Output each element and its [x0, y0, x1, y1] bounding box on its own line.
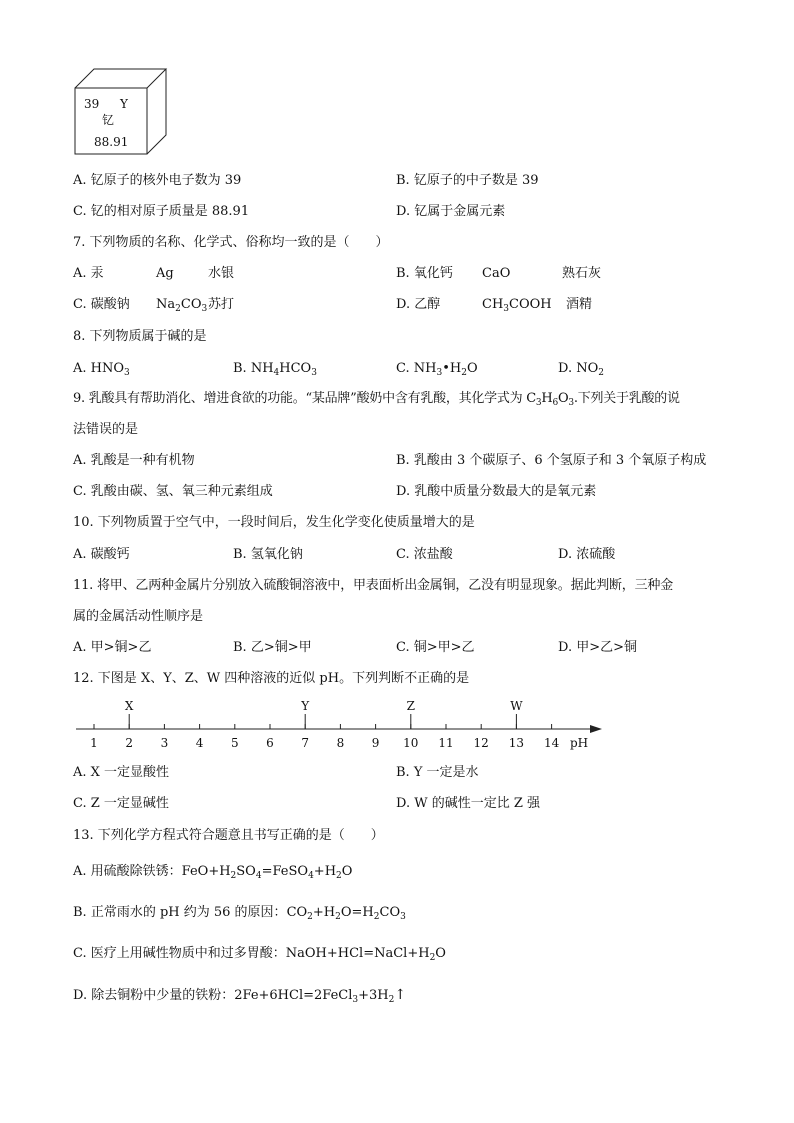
- q7-c-formula: [156, 297, 207, 313]
- formula-text: COOH: [509, 297, 552, 312]
- ph-tick-label: 14: [543, 736, 560, 750]
- ph-tick-label: 1: [90, 736, 98, 750]
- eq-sub: 3: [400, 912, 406, 922]
- eq-part: SO: [236, 864, 256, 879]
- eq-sub: 2: [429, 953, 436, 963]
- ph-tick-label: 3: [160, 736, 169, 750]
- ph-tick-label: 8: [336, 736, 345, 750]
- eq-part: +H: [313, 864, 337, 879]
- eq-part: 2Fe+6HCl=2FeCl: [234, 988, 353, 1003]
- q9-option-a: A. 乳酸是一种有机物: [73, 453, 195, 468]
- ph-tick-label: 10: [403, 736, 419, 750]
- ph-tick-label: 4: [195, 736, 204, 750]
- q7-d-common: 酒精: [566, 297, 593, 312]
- gas-arrow-icon: ↑: [394, 987, 407, 1003]
- q8-option-c: [396, 361, 478, 377]
- equation: [182, 864, 353, 879]
- q9-stem-line2: 法错误的是: [73, 422, 139, 437]
- eq-sub: 2: [373, 912, 380, 922]
- formula-sub: 3: [124, 368, 130, 378]
- q7-d-formula: [482, 297, 552, 313]
- option-text: A. 用硫酸除铁锈：: [73, 864, 182, 879]
- q8-option-d: [558, 361, 604, 377]
- q7-c-name: C. 碳酸钠: [73, 297, 130, 312]
- q11-option-a: A. 甲>铜>乙: [73, 640, 152, 655]
- q9-stem-text: .下列关于乳酸的说: [573, 391, 680, 406]
- q12-option-a: A. X 一定显酸性: [73, 765, 170, 780]
- ph-axis-arrow-icon: [590, 725, 602, 733]
- formula-text: C. NH: [396, 361, 437, 376]
- formula-sub: 3: [311, 368, 317, 378]
- eq-part: O: [341, 864, 353, 879]
- formula-text: B. NH: [233, 361, 274, 376]
- q7-stem: 7. 下列物质的名称、化学式、俗称均一致的是（ ）: [73, 235, 389, 250]
- formula-text: O: [466, 361, 478, 376]
- eq-sub: 3: [352, 995, 359, 1005]
- q7-a-name: A. 汞: [73, 266, 104, 281]
- eq-part: =FeSO: [261, 864, 309, 879]
- q7-b-common: 熟石灰: [562, 266, 602, 281]
- q10-option-c: C. 浓盐酸: [396, 547, 453, 562]
- formula-sub: 2: [461, 368, 467, 378]
- eq-sub: 2: [388, 995, 395, 1005]
- formula-text: A. HNO: [73, 361, 125, 376]
- element-atomic-number: 39: [84, 97, 100, 111]
- q13-stem: 13. 下列化学方程式符合题意且书写正确的是（ ）: [73, 828, 384, 843]
- formula-sub: 3: [568, 398, 574, 408]
- q8-stem: 8. 下列物质属于碱的是: [73, 329, 207, 344]
- q11-option-b: B. 乙>铜>甲: [233, 640, 312, 655]
- q11-option-d: D. 甲>乙>铜: [558, 640, 638, 655]
- formula-sub: 2: [175, 304, 181, 314]
- formula-text: HCO: [279, 361, 312, 376]
- ph-marker-label: X: [124, 699, 134, 713]
- q12-option-d: D. W 的碱性一定比 Z 强: [396, 796, 541, 811]
- ph-tick-label: 12: [473, 736, 489, 750]
- eq-sub: 2: [307, 912, 313, 922]
- eq-part: CO: [286, 905, 308, 920]
- q6-option-d: D. 钇属于金属元素: [396, 204, 506, 219]
- q11-option-c: C. 铜>甲>乙: [396, 640, 475, 655]
- q10-option-b: B. 氢氧化钠: [233, 547, 303, 562]
- q12-option-c: C. Z 一定显碱性: [73, 796, 169, 811]
- eq-sub: 4: [255, 871, 262, 881]
- q6-option-b: B. 钇原子的中子数是 39: [396, 173, 539, 188]
- ph-tick-label: 11: [438, 736, 454, 750]
- eq-sub: 4: [308, 871, 314, 881]
- q9-stem-text: 9. 乳酸具有帮助消化、增进食欲的功能。“某品牌”酸奶中含有乳酸，其化学式为 C: [73, 391, 536, 406]
- eq-part: FeO+H: [181, 864, 231, 879]
- eq-part: +3H: [358, 988, 389, 1003]
- element-symbol: Y: [120, 97, 128, 111]
- q13-option-a: [73, 864, 352, 880]
- q12-stem: 12. 下图是 X、Y、Z、W 四种溶液的近似 pH。下列判断不正确的是: [73, 671, 470, 686]
- formula-sub: 3: [535, 398, 542, 408]
- formula-text: CO: [180, 297, 202, 312]
- q13-option-c: [73, 946, 446, 962]
- option-text: D. 除去铜粉中少量的铁粉：: [73, 988, 235, 1003]
- ph-tick-label: 5: [230, 736, 239, 750]
- q9-stem-line1: [73, 391, 680, 407]
- q7-d-name: D. 乙醇: [396, 297, 441, 312]
- q7-a-common: 水银: [208, 266, 235, 281]
- q12-option-b: B. Y 一定是水: [396, 765, 479, 780]
- q11-stem-line1: 11. 将甲、乙两种金属片分别放入硫酸铜溶液中，甲表面析出金属铜，乙没有明显现象。据此判断，三种金: [73, 578, 674, 593]
- q9-option-d: D. 乳酸中质量分数最大的是氧元素: [396, 484, 597, 499]
- eq-part: CO: [379, 905, 401, 920]
- eq-sub: 2: [230, 871, 237, 881]
- formula-text: O: [557, 391, 569, 406]
- eq-part: O=H: [340, 905, 374, 920]
- eq-sub: 2: [336, 871, 342, 881]
- eq-sub: 2: [335, 912, 341, 922]
- formula-sub: 3: [436, 368, 443, 378]
- element-name: 钇: [102, 113, 115, 127]
- formula-sub: 3: [201, 304, 208, 314]
- eq-part: NaOH+HCl=NaCl+H: [285, 946, 430, 961]
- q10-stem: 10. 下列物质置于空气中，一段时间后，发生化学变化使质量增大的是: [73, 515, 475, 530]
- ph-axis-unit: pH: [570, 736, 589, 750]
- eq-part: O: [435, 946, 446, 961]
- equation: [287, 905, 406, 920]
- ph-tick-label: 9: [371, 736, 380, 750]
- eq-part: +H: [312, 905, 336, 920]
- q10-option-d: D. 浓硫酸: [558, 547, 616, 562]
- formula-sub: 3: [503, 304, 510, 314]
- ph-tick-label: 7: [301, 736, 310, 750]
- q10-option-a: A. 碳酸钙: [73, 547, 130, 562]
- formula-text: CH: [482, 297, 504, 312]
- ph-tick-label: 6: [266, 736, 274, 750]
- ph-marker-label: W: [510, 699, 523, 713]
- formula-text: Na: [156, 297, 176, 312]
- q13-option-d: [73, 987, 406, 1004]
- q8-option-a: [73, 361, 130, 377]
- formula-text: D. NO: [558, 361, 599, 376]
- q7-c-common: 苏打: [208, 297, 235, 312]
- ph-tick-label: 2: [125, 736, 134, 750]
- q7-b-formula: CaO: [482, 266, 511, 281]
- q9-option-b: B. 乳酸由 3 个碳原子、6 个氢原子和 3 个氧原子构成: [396, 453, 707, 468]
- ph-tick-label: 13: [508, 736, 525, 750]
- formula-sub: 6: [552, 398, 558, 408]
- q7-a-formula: Ag: [156, 266, 174, 281]
- q6-option-c: C. 钇的相对原子质量是 88.91: [73, 204, 250, 219]
- formula-sub: 2: [598, 368, 604, 378]
- option-text: C. 医疗上用碱性物质中和过多胃酸：: [73, 946, 286, 961]
- element-mass: 88.91: [94, 135, 129, 149]
- ph-scale-diagram: [70, 696, 610, 752]
- formula-sub: 4: [273, 368, 280, 378]
- q6-option-a: A. 钇原子的核外电子数为 39: [73, 173, 242, 188]
- formula-text: •H: [442, 361, 462, 376]
- q8-option-b: [233, 361, 317, 377]
- q9-option-c: C. 乳酸由碳、氢、氧三种元素组成: [73, 484, 273, 499]
- q13-option-b: [73, 905, 406, 921]
- q11-stem-line2: 属的金属活动性顺序是: [73, 609, 204, 624]
- equation: [234, 988, 406, 1003]
- ph-marker-label: Z: [406, 699, 415, 713]
- ph-marker-label: Y: [301, 699, 310, 713]
- option-text: B. 正常雨水的 pH 约为 56 的原因：: [73, 905, 287, 920]
- q7-b-name: B. 氧化钙: [396, 266, 453, 281]
- equation: [286, 946, 446, 961]
- formula-text: H: [541, 391, 553, 406]
